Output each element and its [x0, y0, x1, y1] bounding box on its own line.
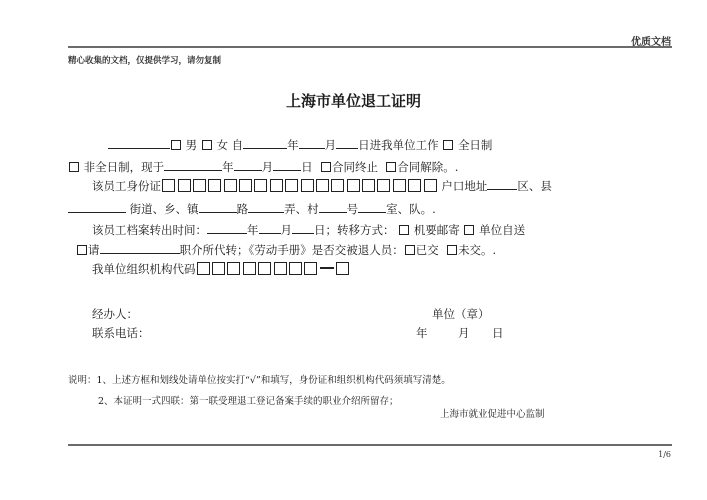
dissolve-checkbox[interactable]: [386, 162, 396, 172]
form-line-5: [92, 222, 525, 237]
form-line-6: [76, 242, 496, 257]
id-card-label: 该员工身份证: [92, 179, 161, 193]
form-line-7: [92, 262, 350, 276]
number-blank[interactable]: [319, 201, 347, 213]
join-year-blank[interactable]: [243, 137, 287, 149]
lane-label: 弄、村: [284, 202, 319, 216]
issuer-label: 上海市就业促进中心监制: [440, 409, 545, 420]
org-code-dash: [320, 267, 334, 269]
fulltime-checkbox[interactable]: [443, 140, 453, 150]
phone-label: 联系电话：: [92, 326, 150, 340]
district-label: 区、县: [517, 179, 552, 193]
page-number: 1/6: [658, 450, 671, 459]
number-label: 号: [346, 202, 359, 216]
street-blank[interactable]: [68, 201, 126, 213]
room-label: 室、队。.: [386, 202, 436, 216]
form-line-3: [92, 178, 552, 193]
org-code-boxes[interactable]: [196, 262, 350, 276]
sign-year-label: 年: [416, 326, 428, 340]
agency-blank[interactable]: [100, 242, 180, 254]
end-day-blank[interactable]: [273, 159, 301, 171]
address-label: 户口地址: [441, 179, 488, 193]
footer-rule: [68, 444, 672, 446]
parttime-checkbox[interactable]: [69, 162, 79, 172]
end-year-blank[interactable]: [164, 159, 222, 171]
form-line-1: [108, 137, 492, 152]
male-checkbox[interactable]: [171, 140, 181, 150]
terminate-label: 合同终止: [331, 160, 378, 174]
district-blank[interactable]: [487, 178, 517, 190]
not-submitted-checkbox[interactable]: [447, 245, 457, 255]
male-label: 男: [185, 138, 198, 152]
lane-blank[interactable]: [248, 201, 284, 213]
archive-month-blank[interactable]: [259, 222, 281, 234]
agency-label: 职介所代转；《劳动手册》是否交被退人员：: [179, 243, 404, 257]
please-label: 请: [88, 243, 100, 257]
header-label: 优质文档: [631, 37, 671, 48]
join-day-blank[interactable]: [336, 137, 358, 149]
header-sub-label: 精心收集的文档，仅提供学习，请勿复制: [68, 56, 222, 66]
archive-time-label: 该员工档案转出时间：: [92, 223, 207, 237]
female-label: 女: [216, 138, 228, 152]
month-label: 月: [280, 223, 292, 237]
not-submitted-label: 未交。.: [458, 243, 497, 257]
year-label: 年: [247, 223, 259, 237]
fulltime-label: 全日制: [457, 138, 493, 152]
agency-checkbox[interactable]: [77, 245, 87, 255]
form-line-2: [68, 159, 458, 174]
road-blank[interactable]: [199, 201, 237, 213]
document-title: 上海市单位退工证明: [285, 92, 421, 110]
note-2: 2、本证明一式四联：第一联受理退工登记备案手续的职业介绍所留存；: [98, 396, 399, 407]
year-label: 年: [222, 160, 234, 174]
road-label: 路: [236, 202, 249, 216]
transfer-method-label: 日；转移方式：: [314, 223, 395, 237]
id-card-boxes[interactable]: [161, 179, 438, 193]
terminate-checkbox[interactable]: [321, 162, 331, 172]
unit-seal-label: 单位（章）: [432, 307, 490, 321]
name-blank[interactable]: [108, 137, 170, 149]
dissolve-label: 合同解除。.: [397, 160, 459, 174]
org-code-label: 我单位组织机构代码: [92, 262, 196, 276]
archive-day-blank[interactable]: [292, 222, 314, 234]
handler-label: 经办人：: [92, 307, 138, 321]
header-rule: [68, 46, 672, 48]
end-month-blank[interactable]: [234, 159, 262, 171]
confidential-mail-label: 机要邮寄: [413, 223, 460, 237]
archive-year-blank[interactable]: [207, 222, 247, 234]
female-checkbox[interactable]: [202, 140, 212, 150]
submitted-checkbox[interactable]: [405, 245, 415, 255]
month-label: 月: [261, 160, 274, 174]
sign-day-label: 日: [492, 326, 504, 340]
street-label: 街道、乡、镇: [129, 202, 199, 216]
from-label: 自: [231, 138, 244, 152]
join-day-label: 日进我单位工作: [358, 138, 439, 152]
room-blank[interactable]: [358, 201, 386, 213]
month-label: 月: [324, 138, 337, 152]
day-label: 日: [301, 160, 313, 174]
year-label: 年: [287, 138, 299, 152]
form-line-4: [68, 201, 436, 216]
unit-delivery-label: 单位自送: [479, 223, 526, 237]
submitted-label: 已交: [415, 243, 439, 257]
unit-delivery-checkbox[interactable]: [464, 225, 474, 235]
confidential-mail-checkbox[interactable]: [399, 225, 409, 235]
parttime-label: 非全日制，现于: [83, 160, 165, 174]
join-month-blank[interactable]: [299, 137, 325, 149]
sign-month-label: 月: [458, 326, 470, 340]
note-1: 说明：1、上述方框和划线处请单位按实打“√”和填写，身份证和组织机构代码须填写清楚。: [68, 375, 451, 386]
